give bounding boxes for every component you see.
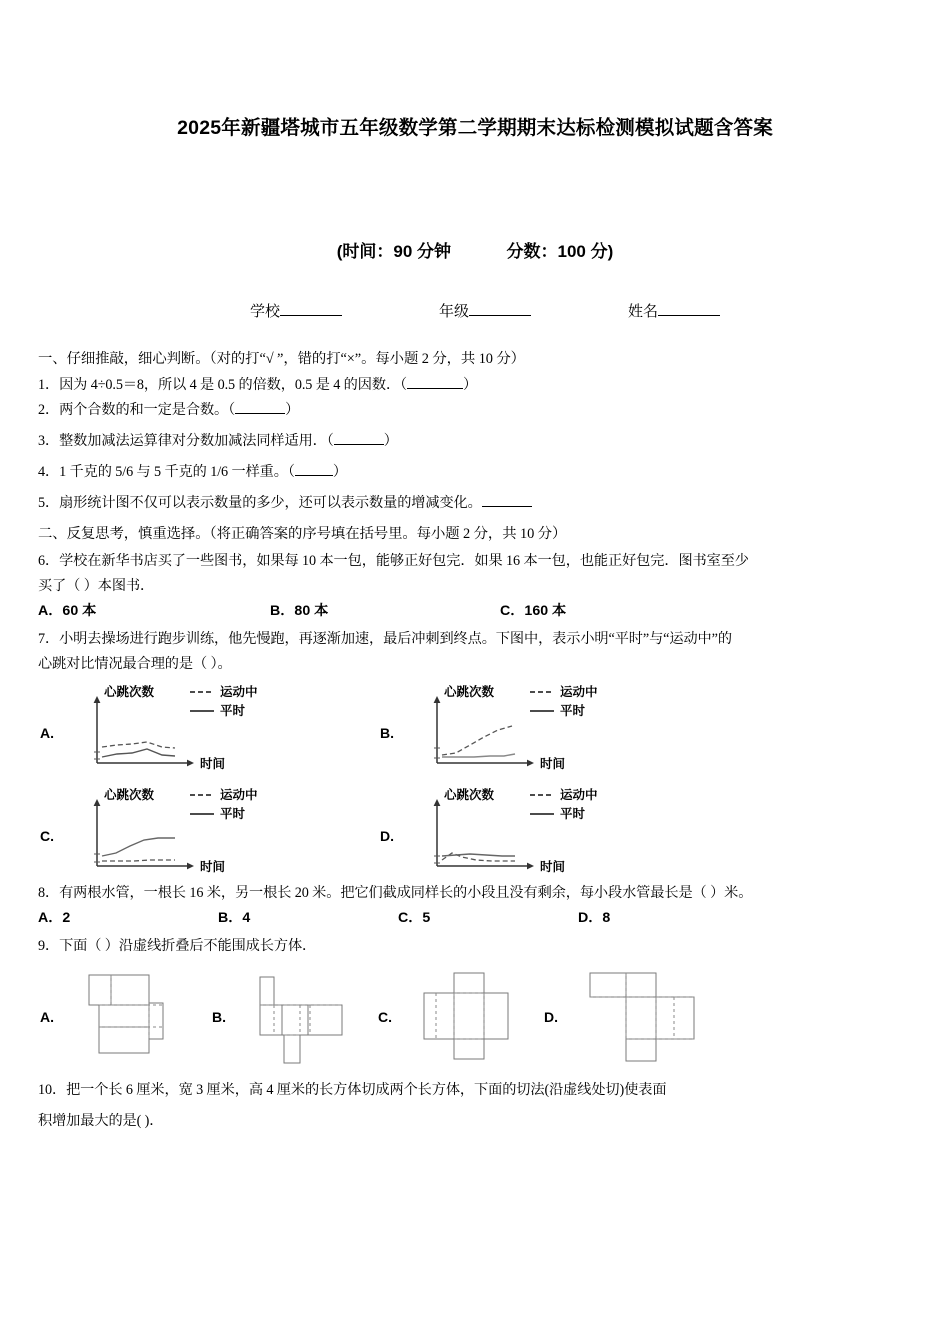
chart-d-legend-label-2: 平时 (560, 806, 586, 821)
net-b-diagram (236, 963, 376, 1067)
name-field[interactable] (628, 300, 720, 321)
chart-d-xlabel: 时间 (540, 859, 566, 874)
score-label: 分数：100 分) (506, 242, 614, 261)
net-d-diagram (568, 963, 728, 1067)
question-3-text: 整数加减法运算律对分数加减法同样适用．（ (59, 433, 334, 450)
question-4 (38, 461, 918, 483)
question-5-answer-blank[interactable] (482, 506, 532, 507)
question-9-option-c-label: C. (378, 1008, 392, 1025)
chart-b-xlabel: 时间 (540, 756, 566, 771)
chart-b-legend-label-2: 平时 (560, 703, 586, 718)
net-a-diagram (64, 963, 204, 1067)
question-7-option-a-label: A. (40, 724, 54, 741)
chart-b-series-normal (442, 754, 515, 757)
question-3 (38, 430, 918, 452)
question-7-option-c-label: C. (40, 827, 54, 844)
question-10 (38, 1079, 918, 1132)
grade-field[interactable] (439, 300, 531, 321)
question-4-text: 1 千克的 5/6 与 5 千克的 1/6 一样重。（ (59, 464, 295, 481)
grade-label: 年级 (438, 303, 469, 320)
net-c-face-bottom (454, 1039, 484, 1059)
net-b-face-4 (308, 1005, 342, 1035)
question-7-line-1 (38, 628, 918, 650)
school-blank[interactable] (280, 302, 342, 316)
question-1-text-close: ） (463, 377, 478, 394)
question-10-line-2 (38, 1110, 918, 1132)
chart-c-series-normal (102, 838, 175, 856)
chart-d-y-arrow (434, 799, 441, 806)
question-2 (38, 399, 918, 421)
name-blank[interactable] (658, 302, 720, 316)
question-6-options (38, 600, 918, 622)
question-7-option-d[interactable] (378, 782, 718, 882)
section-2-heading: 二、反复思考，慎重选择。（将正确答案的序号填在括号里。每小题 2 分，共 10 分） (38, 526, 567, 543)
net-d-face-1 (590, 973, 626, 997)
chart-d-ylabel: 心跳次数 (444, 787, 495, 802)
question-7-charts (38, 679, 918, 882)
question-8-number: 8． (38, 884, 60, 901)
question-9-option-b[interactable] (210, 963, 376, 1067)
chart-a-x-arrow (187, 759, 194, 766)
question-9-option-a[interactable] (38, 963, 210, 1067)
section-1-heading: 一、仔细推敲，细心判断。（对的打“√ ”，错的打“×”。每小题 2 分，共 10 分） (38, 351, 525, 367)
question-7-option-b[interactable] (378, 679, 718, 782)
question-9-option-a-label: A. (40, 1008, 54, 1025)
question-6-option-b[interactable]: B．80 本 (270, 602, 329, 619)
question-7-line-2 (38, 653, 918, 675)
question-8-option-a[interactable]: A．2 (38, 909, 71, 926)
question-4-text-close: ） (332, 464, 347, 481)
chart-b-y-arrow (434, 696, 441, 703)
question-8-line-1 (38, 882, 918, 904)
question-9-text-1: 下面（ ）沿虚线折叠后不能围成长方体． (59, 937, 317, 954)
question-9-line-1 (38, 935, 918, 957)
question-7-option-c[interactable] (38, 782, 378, 882)
net-c-face-left (424, 993, 454, 1039)
question-8-text-1: 有两根水管，一根长 16 米，另一根长 20 米。把它们截成同样长的小段且没有剩余，每小段水管最长是（ ）米。 (59, 884, 753, 901)
question-7-option-b-label: B. (380, 724, 394, 741)
question-10-number: 10． (38, 1081, 67, 1098)
net-d-face-4 (656, 997, 694, 1039)
question-7-text-1: 小明去操场进行跑步训练，他先慢跑，再逐渐加速，最后冲刺到终点。下图中，表示小明“平时”与“运动中”的 (59, 630, 732, 647)
net-c-face-mid (454, 993, 484, 1039)
question-2-text-close: ） (285, 402, 300, 419)
net-d-face-5 (626, 1039, 656, 1061)
net-a-face-4 (149, 1003, 163, 1039)
chart-d-legend-label-1: 运动中 (560, 787, 598, 802)
student-info-fields (250, 300, 720, 321)
question-9-option-c[interactable] (376, 963, 542, 1067)
question-9-number: 9． (38, 937, 60, 954)
net-b-face-3 (282, 1005, 308, 1035)
chart-c-x-arrow (187, 862, 194, 869)
net-a-face-2 (111, 975, 149, 1005)
question-7-option-a[interactable] (38, 679, 378, 782)
question-8-option-d[interactable]: D．8 (578, 909, 611, 926)
question-5 (38, 492, 918, 514)
question-1-number: 1． (38, 377, 60, 394)
exam-meta-line (0, 237, 950, 262)
question-9-option-d[interactable] (542, 963, 742, 1067)
chart-d-x-arrow (527, 862, 534, 869)
net-d-face-3 (626, 997, 656, 1039)
chart-d (402, 782, 702, 882)
chart-a-legend-label-2: 平时 (220, 703, 246, 718)
net-d-face-2 (626, 973, 656, 997)
question-1 (38, 374, 918, 396)
school-field[interactable] (250, 300, 342, 321)
question-7-option-d-label: D. (380, 827, 394, 844)
chart-b-ylabel: 心跳次数 (444, 684, 495, 699)
question-6-line-2 (38, 575, 918, 597)
question-7-text-2: 心跳对比情况最合理的是（ ）。 (38, 655, 232, 672)
school-label: 学校 (250, 303, 281, 320)
page-title: 2025年新疆塔城市五年级数学第二学期期末达标检测模拟试题含答案 (177, 117, 773, 139)
grade-blank[interactable] (469, 302, 531, 316)
question-5-number: 5． (38, 495, 60, 512)
chart-a-legend-label-1: 运动中 (220, 684, 258, 699)
question-2-number: 2． (38, 402, 60, 419)
chart-b-legend-label-1: 运动中 (560, 684, 598, 699)
question-6-text-1: 学校在新华书店买了一些图书，如果每 10 本一包，能够正好包完．如果 16 本一包，也能正好包完．图书室至少 (59, 552, 749, 569)
chart-c-legend-label-2: 平时 (220, 806, 246, 821)
question-9-option-b-label: B. (212, 1008, 226, 1025)
net-b-face-5 (284, 1035, 300, 1063)
question-6-option-a[interactable]: A．60 本 (38, 602, 97, 619)
question-3-text-close: ） (383, 433, 398, 450)
question-9-option-d-label: D. (544, 1008, 558, 1025)
net-c-face-top (454, 973, 484, 993)
chart-d-series-normal (442, 854, 515, 856)
question-3-number: 3． (38, 433, 60, 450)
question-10-line-1 (38, 1079, 918, 1101)
chart-c-xlabel: 时间 (200, 859, 226, 874)
question-6-text-2: 买了（ ）本图书． (38, 577, 155, 594)
chart-a-ylabel: 心跳次数 (104, 684, 155, 699)
question-8-options (38, 907, 918, 929)
chart-a-series-normal (102, 749, 175, 757)
question-2-text: 两个合数的和一定是合数。（ (59, 402, 236, 419)
chart-b (402, 679, 702, 779)
time-label: (时间：90 分钟 (336, 242, 452, 261)
question-3-answer-blank[interactable] (334, 444, 384, 445)
chart-c-series-exercise (102, 860, 175, 861)
question-6-number: 6． (38, 552, 60, 569)
question-2-answer-blank[interactable] (235, 413, 285, 414)
net-c-diagram (402, 963, 542, 1067)
chart-b-series-exercise (442, 726, 512, 755)
chart-a-series-exercise (102, 742, 175, 748)
net-a-face-5 (99, 1027, 149, 1053)
question-1-answer-blank[interactable] (407, 388, 463, 389)
question-10-text-2: 积增加最大的是( )． (38, 1112, 164, 1129)
chart-c-y-arrow (94, 799, 101, 806)
question-6-line-1 (38, 550, 918, 572)
question-5-text: 扇形统计图不仅可以表示数量的多少，还可以表示数量的增减变化。 (59, 495, 482, 512)
chart-a-y-arrow (94, 696, 101, 703)
question-7-number: 7． (38, 630, 60, 647)
question-1-text: 因为 4÷0.5＝8，所以 4 是 0.5 的倍数，0.5 是 4 的因数．（ (59, 377, 408, 394)
net-b-face-1 (260, 977, 274, 1005)
question-10-text-1: 把一个长 6 厘米，宽 3 厘米，高 4 厘米的长方体切成两个长方体，下面的切法(沿虚线处切)使表面 (66, 1081, 667, 1098)
net-c-face-right (484, 993, 508, 1039)
chart-c (62, 782, 362, 882)
net-a-face-3 (99, 1005, 149, 1027)
chart-b-x-arrow (527, 759, 534, 766)
question-8-option-b[interactable]: B．4 (218, 909, 251, 926)
exam-body (38, 348, 918, 1135)
question-8-option-c[interactable]: C．5 (398, 909, 431, 926)
question-4-number: 4． (38, 464, 60, 481)
net-b-face-2 (260, 1005, 282, 1035)
name-label: 姓名 (627, 303, 658, 320)
chart-a (62, 679, 362, 779)
chart-c-legend-label-1: 运动中 (220, 787, 258, 802)
question-6-option-c[interactable]: C．160 本 (500, 602, 567, 619)
net-a-face-1 (89, 975, 111, 1005)
question-9-nets (38, 963, 918, 1067)
chart-c-ylabel: 心跳次数 (104, 787, 155, 802)
chart-a-xlabel: 时间 (200, 756, 226, 771)
question-4-answer-blank[interactable] (295, 475, 333, 476)
